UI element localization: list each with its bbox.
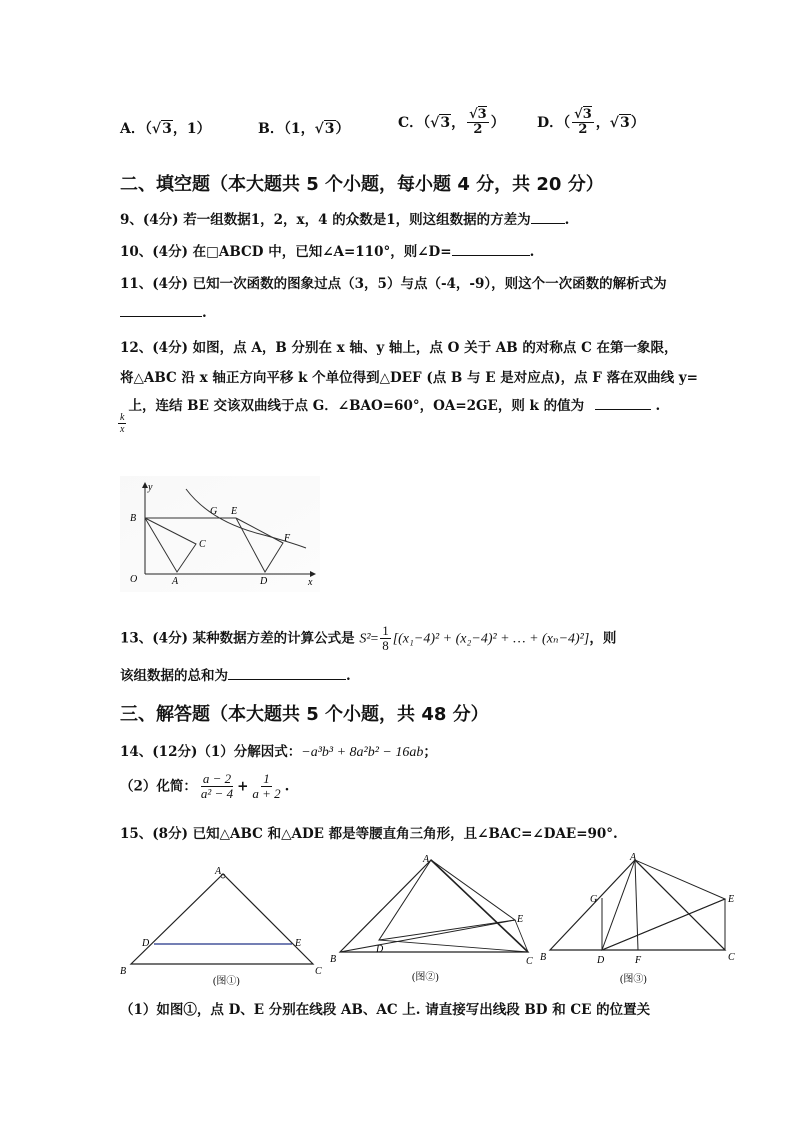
figure-15-2 — [326, 848, 547, 988]
label-g: G — [210, 506, 218, 517]
label-c: C — [526, 956, 533, 967]
label-g: G — [590, 894, 598, 905]
triangle-ade — [379, 860, 515, 940]
triangle-abc — [340, 860, 528, 952]
option-d: D．（ $\frac{√3}{2}$ ，√3） — [537, 107, 645, 138]
sqrt-symbol: √3 — [151, 121, 172, 137]
fraction-2: $\frac{1}{a + 2}$ — [252, 771, 281, 802]
factor-expression: −a³b³ + 8a²b² − 16ab — [301, 745, 424, 760]
label-e: E — [728, 894, 735, 905]
label-b: B — [540, 952, 547, 963]
label-b: B — [120, 966, 127, 977]
formula-coefficient: $\frac{1}{8}$ — [382, 623, 389, 654]
sqrt-symbol: √3 — [314, 121, 335, 137]
figure-15-3 — [540, 850, 746, 990]
triangle-abc — [131, 874, 313, 964]
formula-body: [(x₁−4)² + (x₂−4)² + … + (xₙ−4)²] — [392, 631, 590, 647]
formula-lhs: S² — [359, 631, 371, 647]
segment-dc — [379, 940, 528, 952]
option-a: A．（√3，1） — [120, 121, 211, 137]
question-15-part1: （1）如图①，点 D、E 分别在线段 AB、AC 上. 请直接写出线段 BD 和 CE 的位置关 — [120, 1002, 651, 1018]
question-12-line3: $\frac{k}{x}$ 上，连结 BE 交该双曲线于点 G．∠BAO=60°，OA=2GE，则 k 的值为 . — [120, 398, 661, 435]
answer-blank[interactable] — [531, 211, 565, 224]
question-13-line2: 该组数据的总和为 . — [120, 668, 351, 684]
label-a: A — [215, 866, 222, 877]
caption-fig3: (图③) — [620, 974, 647, 985]
label-y: y — [148, 482, 153, 493]
label-b: B — [330, 954, 337, 965]
label-d: D — [142, 938, 150, 949]
label-d: D — [260, 576, 268, 587]
question-14-part2: （2）化简： $\frac{a - 2}{\text{a² − 4}}$ + $\frac{1}{a + 2}$ . — [120, 771, 290, 802]
label-c: C — [728, 952, 735, 963]
answer-blank[interactable] — [595, 397, 651, 410]
label-e: E — [231, 506, 238, 517]
question-12-line1: 12、(4分) 如图，点 A，B 分别在 x 轴、y 轴上，点 O 关于 AB 的对称点 C 在第一象限， — [120, 340, 678, 356]
question-11-blank-line: . — [120, 304, 207, 321]
caption-fig1: (图①) — [213, 976, 240, 987]
question-9: 9、(4分) 若一组数据1，2，x，4 的众数是1，则这组数据的方差为 . — [120, 212, 570, 228]
label-d: D — [376, 944, 384, 955]
label-a: A — [423, 854, 430, 865]
label-a: A — [630, 852, 637, 863]
question-10: 10、(4分) 在□ABCD 中，已知∠A=110°，则∠D= . — [120, 244, 535, 260]
question-12-line2: 将△ABC 沿 x 轴正方向平移 k 个单位得到△DEF (点 B 与 E 是对应点)，点 F 落在双曲线 y= — [120, 370, 698, 386]
label-f: F — [284, 533, 291, 544]
label-e: E — [295, 938, 302, 949]
label-c: C — [315, 966, 322, 977]
answer-blank[interactable] — [120, 304, 202, 317]
label-b: B — [130, 513, 137, 524]
figure-q12-graph — [120, 476, 320, 592]
fraction-1: $\frac{a - 2}{\text{a² − 4}}$ — [200, 771, 234, 802]
label-c: C — [199, 539, 206, 550]
answer-blank[interactable] — [228, 667, 346, 680]
question-11: 11、(4分) 已知一次函数的图象过点（3，5）与点（-4，-9），则这个一次函数的解析式为 — [120, 276, 667, 292]
answer-blank[interactable] — [452, 243, 530, 256]
segment-ac — [431, 860, 528, 952]
section-heading-solutions: 三、解答题（本大题共 5 个小题，共 48 分） — [120, 704, 489, 725]
label-a: A — [172, 576, 179, 587]
triangle-ade — [602, 860, 725, 950]
section-heading-fill-blank: 二、填空题（本大题共 5 个小题，每小题 4 分，共 20 分） — [120, 174, 604, 195]
caption-fig2: (图②) — [412, 972, 439, 983]
option-b: B．（1，√3） — [258, 121, 350, 137]
label-o: O — [130, 574, 138, 585]
figure-15-1 — [116, 858, 326, 988]
question-13: 13、(4分) 某种数据方差的计算公式是 S²= $\frac{1}{8}$ [(x₁−4)² + (x₂−4)² + … + (xₙ−4)²]，则 — [120, 623, 617, 654]
label-e: E — [517, 914, 524, 925]
k-over-x-fraction: $\frac{k}{x}$ — [120, 412, 125, 435]
question-15: 15、(8分) 已知△ABC 和△ADE 都是等腰直角三角形，且∠BAC=∠DAE=90°. — [120, 826, 618, 842]
option-c: C．（√3， $\frac{√3}{2}$ ） — [398, 107, 505, 138]
label-x: x — [308, 577, 313, 588]
segment-de — [602, 899, 725, 950]
question-14-part1: 14、(12分)（1）分解因式：−a³b³ + 8a²b² − 16ab； — [120, 744, 437, 760]
label-d: D — [597, 955, 605, 966]
label-f: F — [635, 955, 642, 966]
